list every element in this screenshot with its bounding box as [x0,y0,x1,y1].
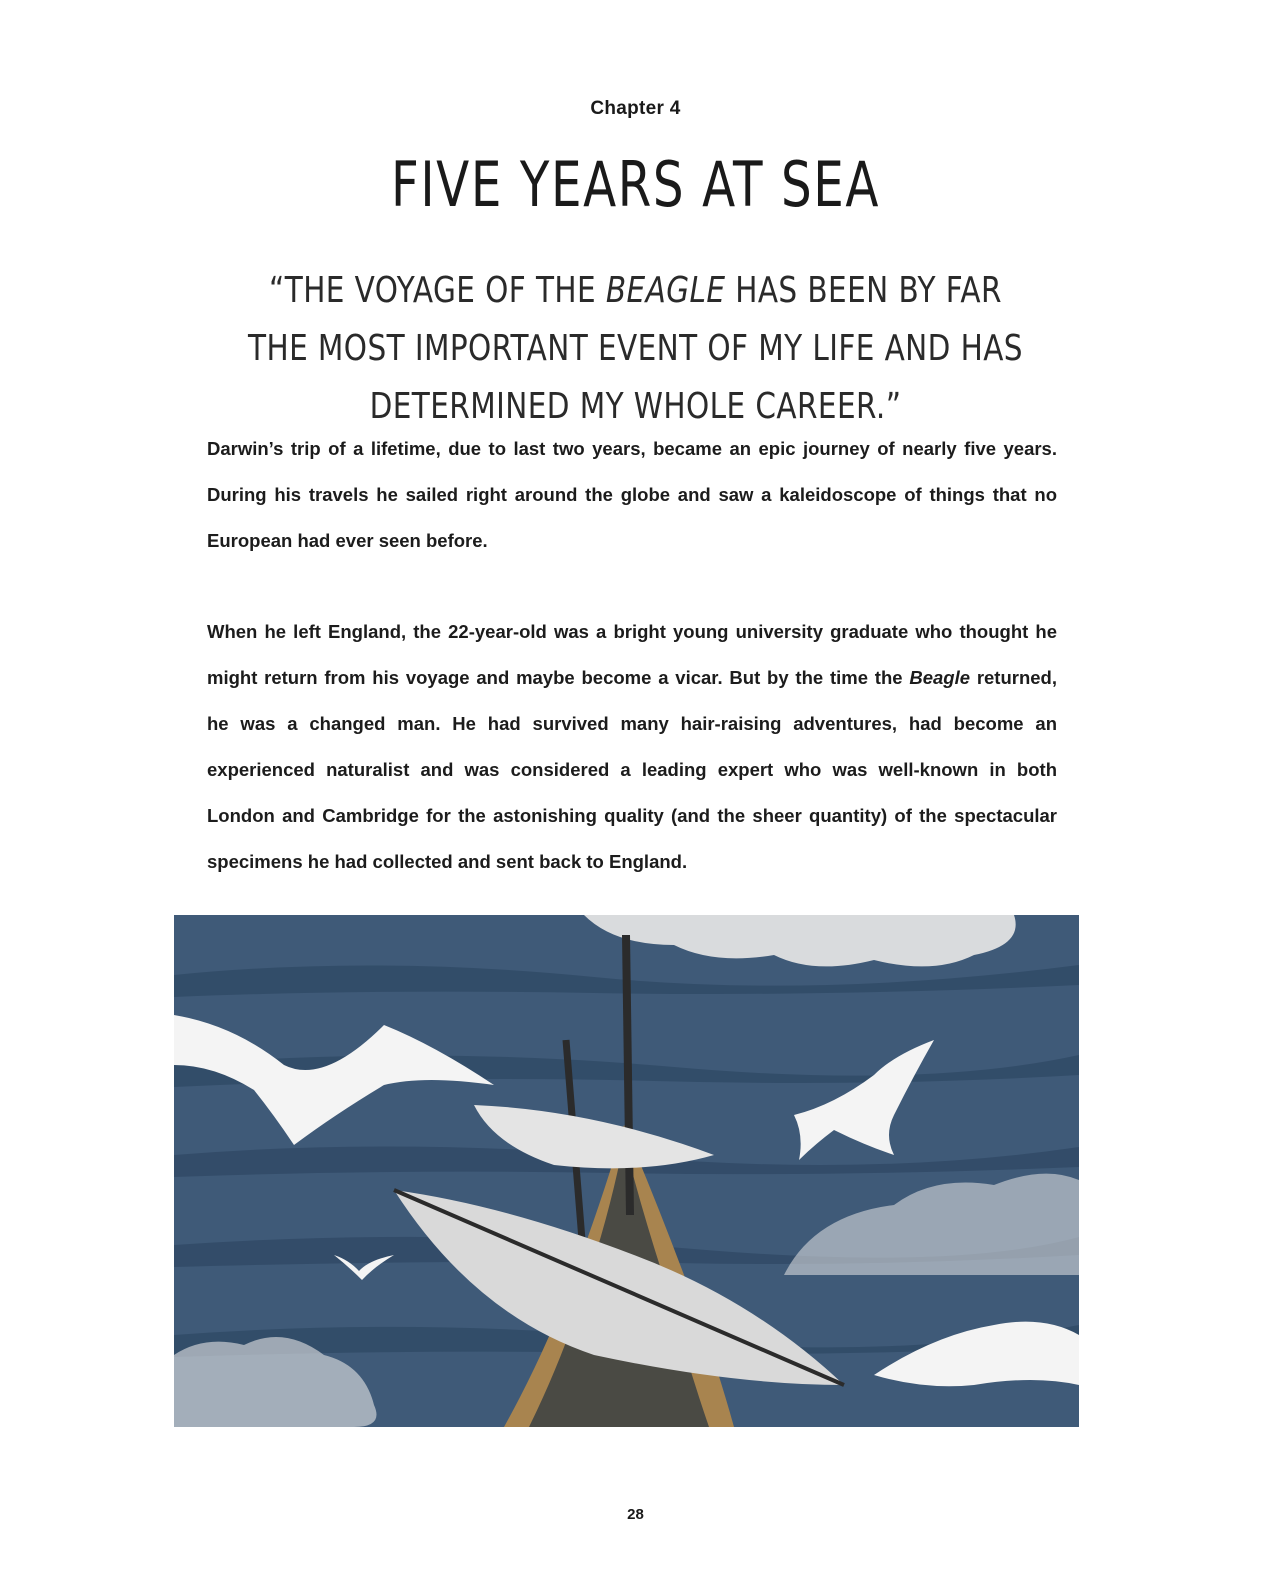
chapter-title: FIVE YEARS AT SEA [390,148,881,221]
epigraph-part-2: HAS BEEN BY FAR THE MOST IMPORTANT EVENT OF MY LIFE AND HAS DETERMINED MY WHOLE CAREER.” [248,270,1023,427]
body-paragraph-2 [207,609,1057,885]
chapter-label: Chapter 4 [590,98,681,119]
body-paragraph-1: Darwin’s trip of a lifetime, due to last two years, became an epic journey of nearly five years. During his travels he sailed right around the globe and saw a kaleidoscope of things that no European had ever seen before. [207,438,1057,551]
epigraph-ship-name: BEAGLE [605,270,726,311]
paragraph-2-part-a: When he left England, the 22-year-old was a bright young university graduate who thought he might return from his voyage and maybe become a vicar. But by the time the [207,621,1057,688]
paragraph-2-part-b: returned, he was a changed man. He had survived many hair-raising adventures, had become an experienced naturalist and was considered a leading expert who was well-known in both London and Cambridge for the astonishing quality (and the sheer quantity) of the spectacular specimens he had collected and sent back to England. [207,667,1057,872]
ship-illustration [174,915,1079,1427]
illustration-svg [174,915,1079,1427]
epigraph-quote [237,262,1033,436]
paragraph-2-ship-name: Beagle [909,667,971,688]
main-mast [626,935,630,1215]
epigraph-part-1: “THE VOYAGE OF THE [269,270,606,311]
page-number: 28 [627,1506,644,1523]
